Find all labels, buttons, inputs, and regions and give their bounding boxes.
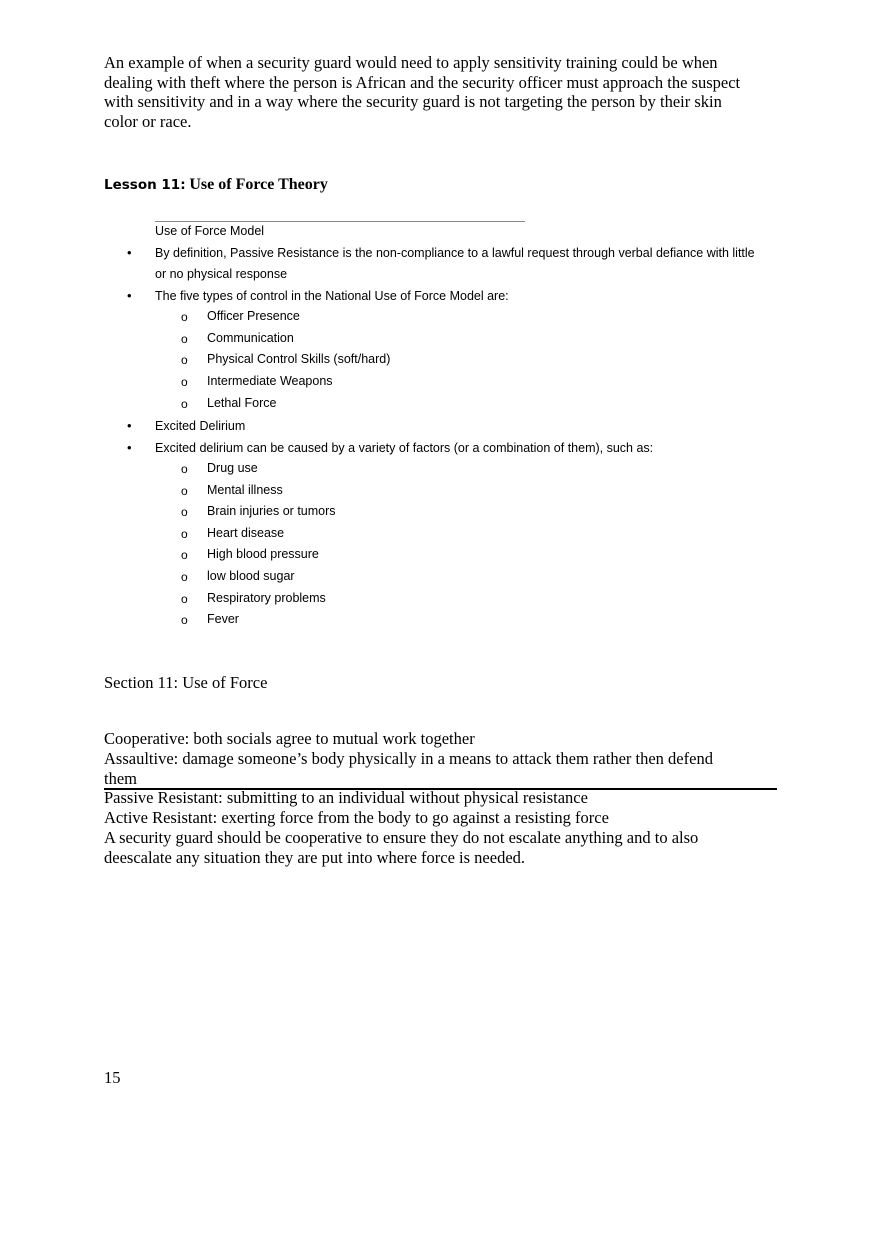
intro-line: An example of when a security guard would need to apply sensitivity training could be when xyxy=(104,53,718,72)
lesson-title: Use of Force Theory xyxy=(189,176,328,193)
definition-line: Active Resistant: exerting force from the body to go against a resisting force xyxy=(104,808,609,828)
page-number: 15 xyxy=(104,1068,121,1087)
model-divider xyxy=(155,221,525,222)
lesson-heading xyxy=(104,176,328,194)
sub-bullet-marker: o xyxy=(181,613,188,627)
definitions xyxy=(104,729,784,868)
sub-bullet-marker: o xyxy=(181,462,188,476)
list-item: Excited delirium can be caused by a variety of factors (or a combination of them), such as: xyxy=(155,441,654,455)
intro-line: color or race. xyxy=(104,111,192,131)
sub-bullet-marker: o xyxy=(181,592,188,606)
sub-list-item: Lethal Force xyxy=(207,396,277,410)
bullet-marker: • xyxy=(127,245,132,260)
sub-list-item: Heart disease xyxy=(207,526,285,540)
sub-list-item: Mental illness xyxy=(207,483,283,497)
sub-list-item: Officer Presence xyxy=(207,309,300,323)
sub-bullet-marker: o xyxy=(181,505,188,519)
sub-bullet-marker: o xyxy=(181,310,188,324)
sub-bullet-marker: o xyxy=(181,484,188,498)
sub-list-item: Fever xyxy=(207,612,239,626)
definition-line: them xyxy=(104,768,137,788)
sub-bullet-marker: o xyxy=(181,548,188,562)
sub-list-item: Brain injuries or tumors xyxy=(207,504,336,518)
sub-bullet-marker: o xyxy=(181,570,188,584)
lesson-label: Lesson 11: xyxy=(104,177,186,193)
model-title: Use of Force Model xyxy=(155,224,265,238)
definition-line: deescalate any situation they are put into where force is needed. xyxy=(104,847,526,867)
list-item: Excited Delirium xyxy=(155,419,246,433)
list-item: By definition, Passive Resistance is the non-compliance to a lawful request through verbal defiance with little xyxy=(155,246,755,260)
sub-bullet-marker: o xyxy=(181,332,188,346)
sub-list-item: low blood sugar xyxy=(207,569,295,583)
sub-list-item: Intermediate Weapons xyxy=(207,374,333,388)
intro-paragraph xyxy=(104,53,784,131)
sub-list-item: Physical Control Skills (soft/hard) xyxy=(207,352,391,366)
bullet-marker: • xyxy=(127,418,132,433)
sub-list-item: Drug use xyxy=(207,461,258,475)
list-item: The five types of control in the National Use of Force Model are: xyxy=(155,289,509,303)
horizontal-rule xyxy=(104,788,777,790)
sub-list-item: Respiratory problems xyxy=(207,591,326,605)
intro-line: with sensitivity and in a way where the security guard is not targeting the person by their skin xyxy=(104,92,722,111)
definition-line: Assaultive: damage someone’s body physically in a means to attack them rather then defend xyxy=(104,748,713,768)
sub-list-item: Communication xyxy=(207,331,294,345)
sub-list-item: High blood pressure xyxy=(207,547,319,561)
sub-bullet-marker: o xyxy=(181,397,188,411)
bullet-marker: • xyxy=(127,288,132,303)
definition-line: Cooperative: both socials agree to mutual work together xyxy=(104,729,475,748)
list-item-continuation: or no physical response xyxy=(155,267,288,281)
definition-line: Passive Resistant: submitting to an individual without physical resistance xyxy=(104,788,588,808)
sub-bullet-marker: o xyxy=(181,375,188,389)
bullet-marker: • xyxy=(127,440,132,455)
sub-bullet-marker: o xyxy=(181,527,188,541)
section-title: Section 11: Use of Force xyxy=(104,673,268,692)
sub-bullet-marker: o xyxy=(181,353,188,367)
intro-line: dealing with theft where the person is African and the security officer must approach the suspect xyxy=(104,72,741,92)
definition-line: A security guard should be cooperative to ensure they do not escalate anything and to also xyxy=(104,827,699,847)
